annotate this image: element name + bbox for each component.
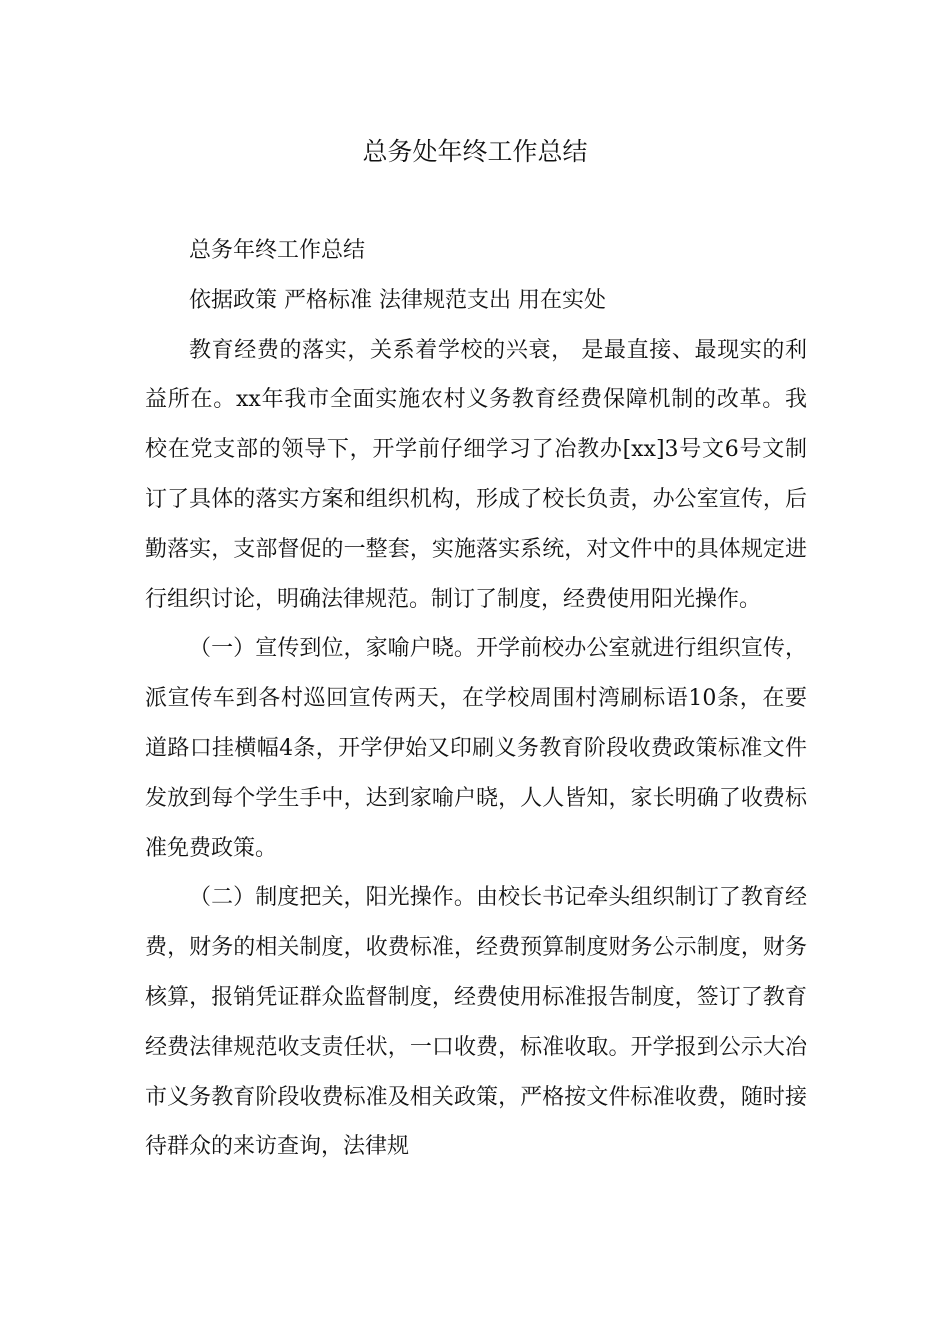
body-paragraph: （一）宣传到位，家喻户晓。开学前校办公室就进行组织宣传，派宣传车到各村巡回宣传两天，在学校周围村湾刷标语10条，在要道路口挂横幅4条，开学伊始又印刷义务教育阶段收费政策标准文件发放到每个学生手中，达到家喻户晓，人人皆知，家长明确了收费标准免费政策。 <box>145 636 807 861</box>
document-title: 总务处年终工作总结 <box>362 137 588 166</box>
body-paragraph: 教育经费的落实，关系着学校的兴衰， 是最直接、最现实的利益所在。xx年我市全面实施农村义务教育经费保障机制的改革。我校在党支部的领导下，开学前仔细学习了冶教办[xx]3号文6号文制订了具体的落实方案和组织机构，形成了校长负责，办公室宣传，后勤落实，支部督促的一整套，实施落实系统，对文件中的具体规定进行组织讨论，明确法律规范。制订了制度，经费使用阳光操作。 <box>145 337 807 612</box>
document-body <box>145 226 807 1172</box>
slogan-paragraph: 依据政策 严格标准 法律规范支出 用在实处 <box>189 287 606 313</box>
body-paragraph: （二）制度把关，阳光操作。由校长书记牵头组织制订了教育经费，财务的相关制度，收费标准，经费预算制度财务公示制度，财务核算，报销凭证群众监督制度，经费使用标准报告制度，签订了教育经费法律规范收支责任状，一口收费，标准收取。开学报到公示大冶市义务教育阶段收费标准及相关政策，严格按文件标准收费，随时接待群众的来访查询，法律规 <box>145 885 807 1160</box>
subtitle-paragraph: 总务年终工作总结 <box>189 238 366 263</box>
